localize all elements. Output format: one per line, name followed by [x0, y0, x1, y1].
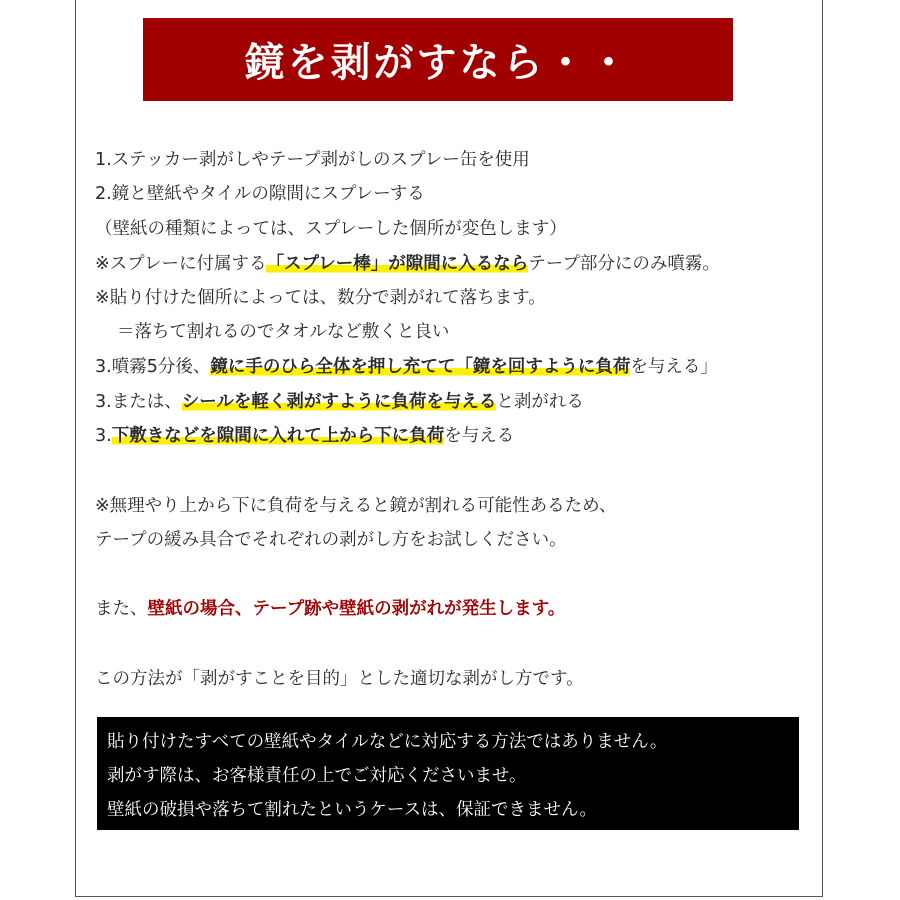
- step-3a-post: を与える」: [630, 357, 718, 377]
- disclaimer-box: [97, 717, 799, 830]
- page-title: 鏡を剥がすなら・・: [244, 40, 632, 86]
- disclaimer-line-2: 剥がす際は、お客様責任の上でご対応くださいませ。: [107, 766, 527, 786]
- note-falling-sub: ＝落ちて割れるのでタオルなど敷くと良い: [117, 322, 450, 342]
- step-3b: [95, 390, 584, 414]
- step-3a-pre: 3.噴霧5分後、: [95, 357, 211, 377]
- wallpaper-warning-pre: また、: [95, 599, 148, 619]
- warning-line-2: テープの緩み具合でそれぞれの剥がし方をお試しください。: [95, 530, 567, 550]
- step-3a-highlight: 鏡に手のひら全体を押し充てて「鏡を回すように負荷: [210, 357, 631, 377]
- note-spray-stick-post: テープ部分にのみ噴霧。: [528, 254, 720, 274]
- step-3a: [95, 355, 718, 379]
- note-spray-stick-highlight: 「スプレー棒」が隙間に入るなら: [266, 254, 529, 274]
- step-2-note: （壁紙の種類によっては、スプレーした個所が変色します）: [95, 219, 567, 239]
- wallpaper-warning-red: 壁紙の場合、テープ跡や壁紙の剥がれが発生します。: [147, 599, 566, 619]
- step-3c: [95, 424, 514, 448]
- step-3b-pre: 3.または、: [95, 392, 182, 412]
- step-2: 2.鏡と壁紙やタイルの隙間にスプレーする: [95, 184, 425, 204]
- disclaimer-line-1: 貼り付けたすべての壁紙やタイルなどに対応する方法ではありません。: [107, 732, 668, 752]
- note-spray-stick-pre: ※スプレーに付属する: [95, 254, 267, 274]
- disclaimer-line-3: 壁紙の破損や落ちて割れたというケースは、保証できません。: [107, 800, 597, 820]
- step-3b-post: と剥がれる: [496, 392, 584, 412]
- note-spray-stick: [95, 252, 720, 276]
- step-3c-post: を与える: [444, 426, 515, 446]
- title-banner: [143, 18, 733, 101]
- step-1: 1.ステッカー剥がしやテープ剥がしのスプレー缶を使用: [95, 150, 530, 170]
- step-3b-highlight: シールを軽く剥がすように負荷を与える: [181, 392, 497, 412]
- step-3c-pre: 3.: [95, 426, 112, 446]
- warning-line-1: ※無理やり上から下に負荷を与えると鏡が割れる可能性あるため、: [95, 496, 617, 516]
- note-falling: ※貼り付けた個所によっては、数分で剥がれて落ちます。: [95, 288, 546, 308]
- purpose-statement: この方法が「剥がすことを目的」とした適切な剥がし方です。: [95, 669, 584, 689]
- wallpaper-warning: [95, 597, 565, 621]
- step-3c-highlight: 下敷きなどを隙間に入れて上から下に負荷: [111, 426, 445, 446]
